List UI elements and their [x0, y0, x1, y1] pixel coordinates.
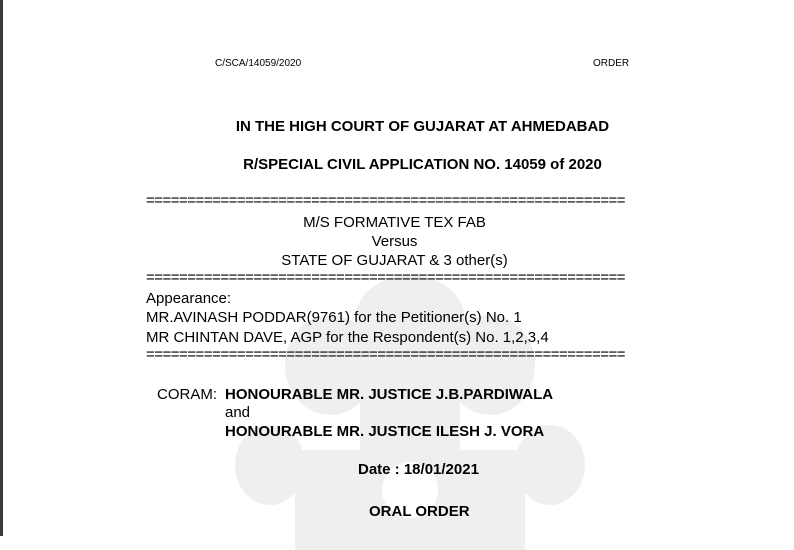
appearance-line-petitioner: MR.AVINASH PODDAR(9761) for the Petitioner(s) No. 1	[146, 309, 522, 326]
respondent-name: STATE OF GUJARAT & 3 other(s)	[281, 252, 508, 269]
order-heading: ORAL ORDER	[369, 503, 470, 520]
case-reference: C/SCA/14059/2020	[215, 58, 302, 69]
versus-label: Versus	[371, 233, 418, 250]
judge-two: HONOURABLE MR. JUSTICE ILESH J. VORA	[225, 423, 545, 440]
petitioner-name: M/S FORMATIVE TEX FAB	[303, 214, 486, 231]
coram-and: and	[225, 404, 251, 421]
appearance-heading: Appearance:	[146, 290, 232, 307]
separator-line: ==========================================================	[146, 195, 626, 209]
court-title: IN THE HIGH COURT OF GUJARAT AT AHMEDABAD	[235, 118, 610, 135]
application-title: R/SPECIAL CIVIL APPLICATION NO. 14059 of 2020	[243, 156, 602, 173]
order-date: Date : 18/01/2021	[358, 461, 479, 478]
document-type: ORDER	[593, 58, 630, 69]
separator-line: ==========================================================	[146, 349, 626, 363]
appearance-line-respondent: MR CHINTAN DAVE, AGP for the Respondent(s) No. 1,2,3,4	[146, 329, 549, 346]
judge-one: HONOURABLE MR. JUSTICE J.B.PARDIWALA	[225, 386, 554, 403]
coram-label: CORAM:	[157, 386, 217, 403]
separator-line: ==========================================================	[146, 272, 626, 286]
